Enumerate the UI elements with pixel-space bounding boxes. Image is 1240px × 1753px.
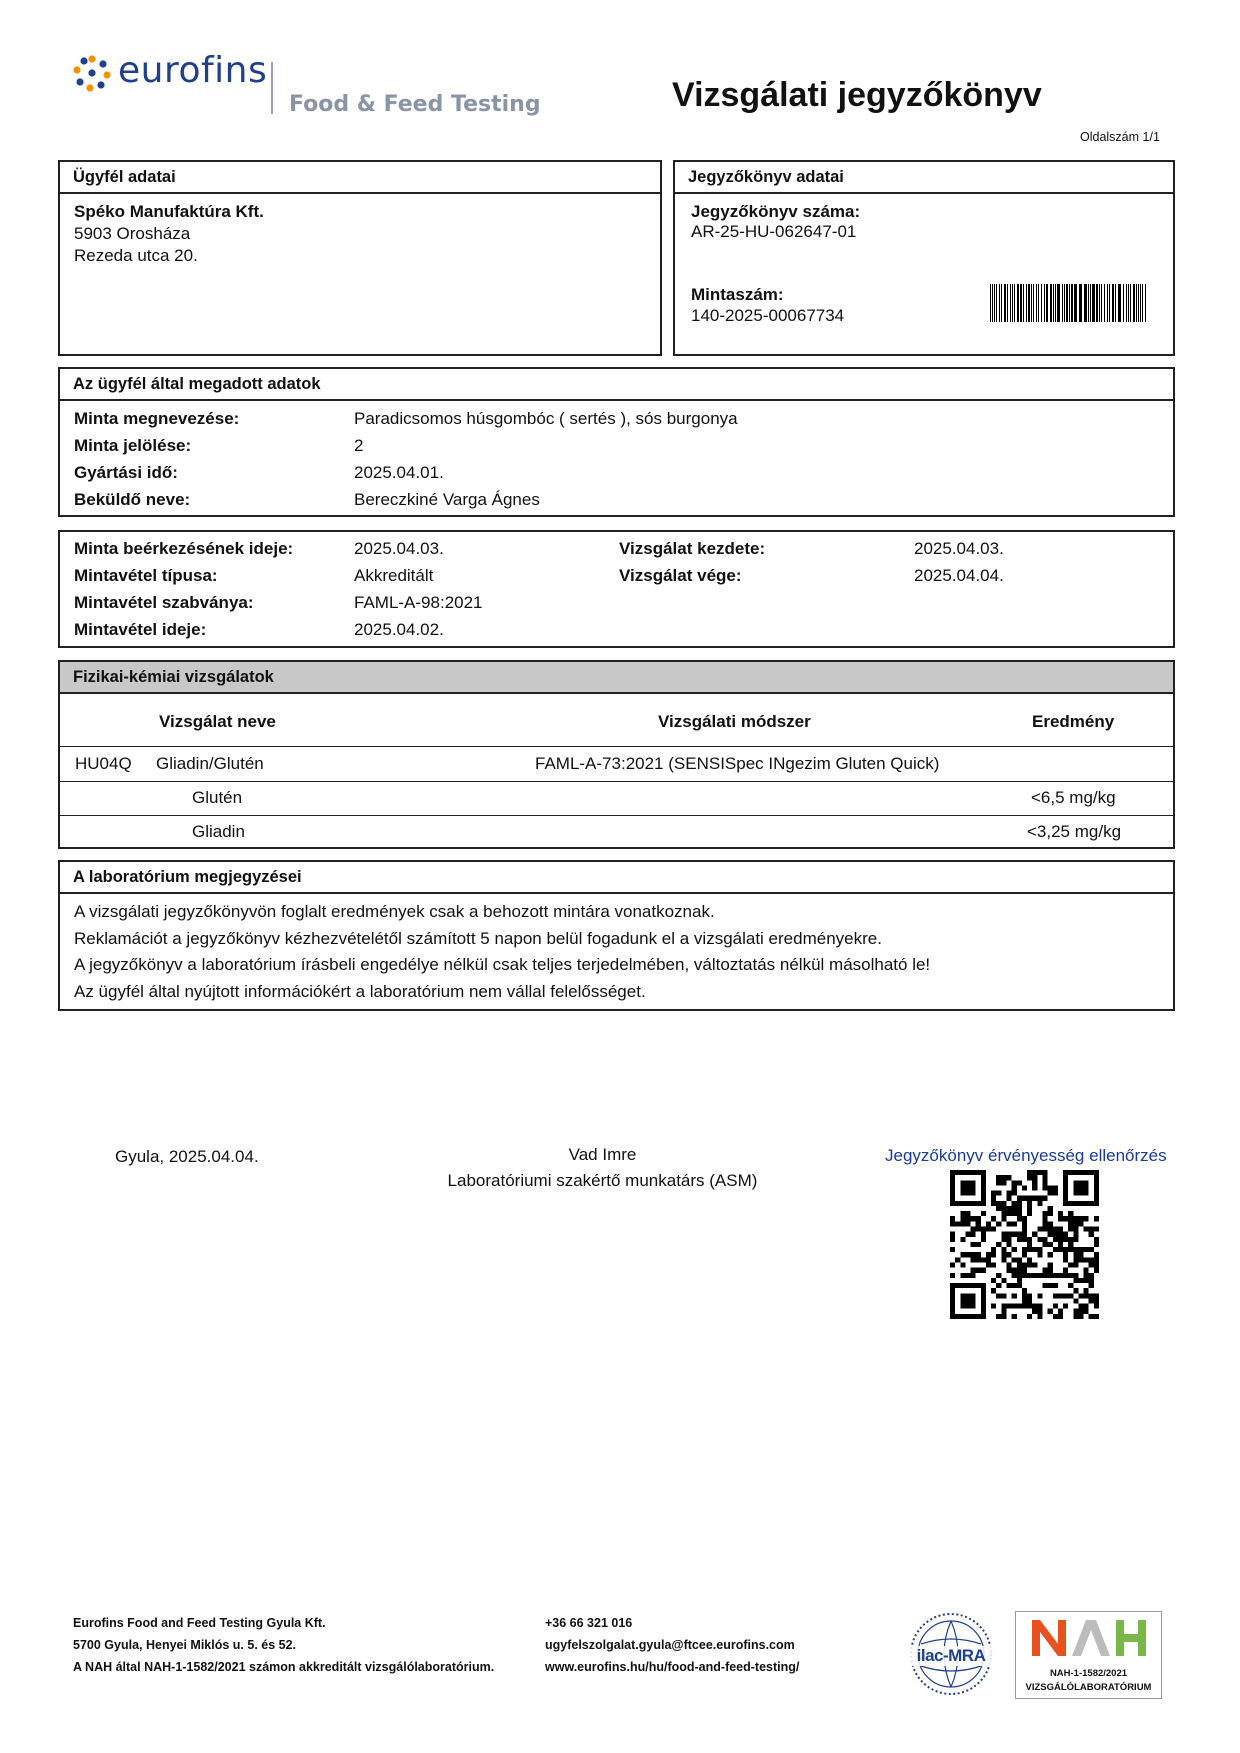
test-method: FAML-A-73:2021 (SENSISpec INgezim Gluten Quick) [535,754,940,773]
gliadin-name: Gliadin [192,822,245,841]
production-date-label: Gyártási idő: [74,463,178,482]
tests-heading: Fizikai-kémiai vizsgálatok [60,662,1173,694]
note-line: A vizsgálati jegyzőkönyvön foglalt eredmények csak a behozott mintára vonatkoznak. [74,902,715,921]
footer-phone: +36 66 321 016 [545,1616,633,1630]
test-code: HU04Q [75,754,132,773]
division-name: Food & Feed Testing [289,92,541,117]
notes-box [58,860,1175,1011]
table-row-divider [60,815,1173,816]
sampling-standard-label: Mintavétel szabványa: [74,593,254,612]
col-test-result: Eredmény [1032,712,1115,731]
sampling-standard-value: FAML-A-98:2021 [354,593,483,612]
gliadin-result: <3,25 mg/kg [1027,822,1122,841]
sample-name-label: Minta megnevezése: [74,409,240,428]
table-row-divider [60,781,1173,782]
sample-name-value: Paradicsomos húsgombóc ( sertés ), sós burgonya [354,409,738,428]
report-number-label: Jegyzőkönyv száma: [691,202,861,221]
client-city: 5903 Orosháza [74,224,191,243]
client-box [58,160,662,356]
client-name: Spéko Manufaktúra Kft. [74,202,264,221]
footer-contact [545,1612,799,1678]
sampling-date-value: 2025.04.02. [354,620,444,639]
page-title: Vizsgálati jegyzőkönyv [672,76,1042,114]
footer-web: www.eurofins.hu/hu/food-and-feed-testing/ [545,1660,800,1674]
barcode-icon [990,284,1148,322]
footer-accreditation: A NAH által NAH-1-1582/2021 számon akkreditált vizsgálólaboratórium. [73,1660,495,1674]
production-date-value: 2025.04.01. [354,463,444,482]
table-header-divider [60,746,1173,747]
report-box [673,160,1175,356]
page-number: Oldalszám 1/1 [1080,130,1160,144]
sampling-type-value: Akkreditált [354,566,434,585]
sample-mark-value: 2 [354,436,364,455]
notes-heading: A laboratórium megjegyzései [60,862,1173,894]
signer-name: Vad Imre [568,1145,637,1164]
test-start-value: 2025.04.03. [914,539,1004,558]
signer-role: Laboratóriumi szakértő munkatárs (ASM) [447,1171,758,1190]
test-main-name: Gliadin/Glutén [156,754,264,773]
nah-mark-icon [1030,1618,1150,1658]
arrival-date-value: 2025.04.03. [354,539,444,558]
tests-box [58,660,1175,849]
sampling-box [58,530,1175,648]
sample-number: 140-2025-00067734 [691,306,845,325]
ilac-text: ilac-MRA [907,1646,995,1666]
report-heading: Jegyzőkönyv adatai [675,162,1173,194]
sender-name-label: Beküldő neve: [74,490,191,509]
report-number: AR-25-HU-062647-01 [691,222,857,241]
nah-label: VIZSGÁLÓLABORATÓRIUM [1025,1682,1152,1693]
sender-name-value: Bereczkiné Varga Ágnes [354,490,540,509]
qr-code-icon[interactable] [950,1170,1099,1319]
header-divider [271,62,273,114]
sampling-date-label: Mintavétel ideje: [74,620,207,639]
test-start-label: Vizsgálat kezdete: [619,539,766,558]
eurofins-logo [72,52,272,102]
place-date: Gyula, 2025.04.04. [115,1147,259,1166]
brand-name: eurofins [118,50,268,91]
col-test-method: Vizsgálati módszer [658,712,811,731]
col-test-name: Vizsgálat neve [159,712,276,731]
client-heading: Ügyfél adatai [60,162,660,194]
note-line: Az ügyfél által nyújtott információkért a laboratórium nem vállal felelősséget. [74,982,646,1001]
client-data-heading: Az ügyfél által megadott adatok [60,369,1173,401]
footer-left [73,1612,494,1678]
gluten-result: <6,5 mg/kg [1031,788,1116,807]
footer-email: ugyfelszolgalat.gyula@ftcee.eurofins.com [545,1638,795,1652]
test-end-label: Vizsgálat vége: [619,566,742,585]
footer-address: 5700 Gyula, Henyei Miklós u. 5. és 52. [73,1638,297,1652]
client-street: Rezeda utca 20. [74,246,198,265]
sample-mark-label: Minta jelölése: [74,436,192,455]
footer-company: Eurofins Food and Feed Testing Gyula Kft. [73,1616,326,1630]
nah-number: NAH-1-1582/2021 [1049,1668,1128,1679]
verify-link[interactable]: Jegyzőkönyv érvényesség ellenőrzés [885,1146,1167,1165]
gluten-name: Glutén [192,788,243,807]
arrival-date-label: Minta beérkezésének ideje: [74,539,294,558]
ilac-mra-logo [907,1610,995,1698]
note-line: A jegyzőkönyv a laboratórium írásbeli engedélye nélkül csak teljes terjedelmében, változtatás nélkül másolható le! [74,955,931,974]
sampling-type-label: Mintavétel típusa: [74,566,218,585]
note-line: Reklamációt a jegyzőkönyv kézhezvételétől számított 5 napon belül fogadunk el a vizsgálati eredményekre. [74,929,882,948]
test-end-value: 2025.04.04. [914,566,1004,585]
sample-number-label: Mintaszám: [691,285,784,304]
client-data-box [58,367,1175,517]
nah-logo [1015,1611,1162,1699]
eurofins-dots-icon [72,54,112,94]
